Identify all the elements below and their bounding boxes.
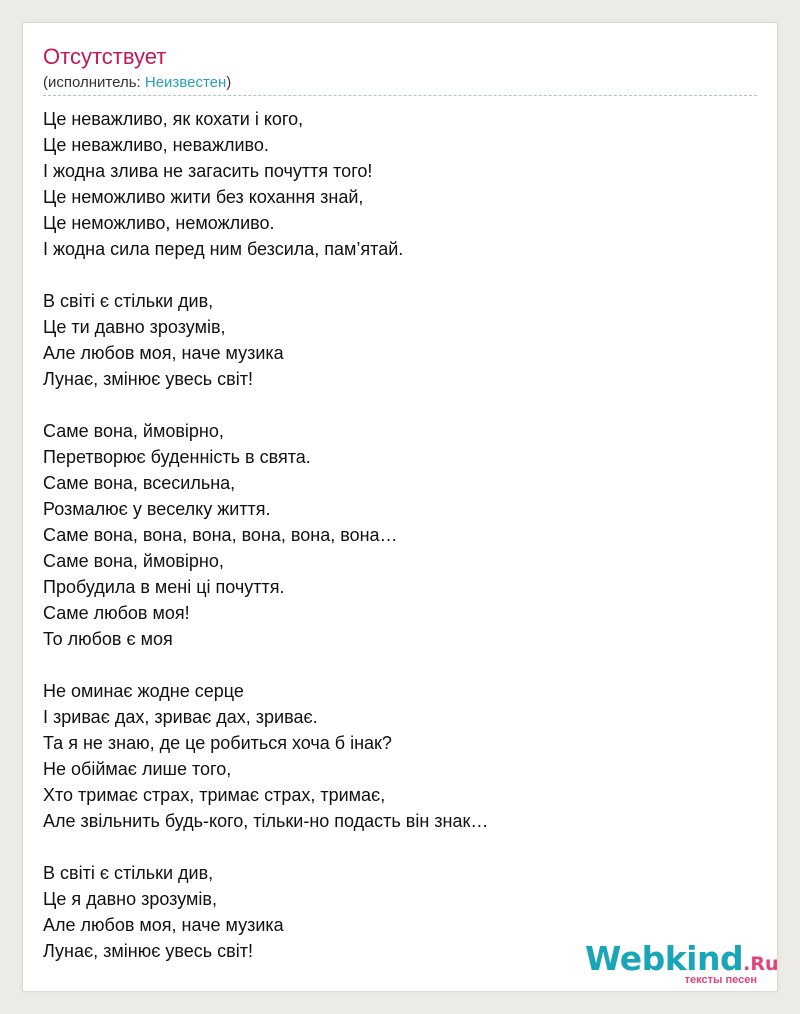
lyrics-line: Це неважливо, як кохати і кого,	[43, 109, 304, 129]
lyrics-line: Хто тримає страх, тримає страх, тримає,	[43, 785, 386, 805]
lyrics-line: Це неможливо жити без кохання знай,	[43, 187, 364, 207]
artist-link[interactable]: Неизвестен	[144, 74, 227, 91]
lyrics-line: Це я давно зрозумів,	[43, 889, 217, 909]
song-title: Отсутствует	[43, 44, 167, 69]
lyrics-line: Це неможливо, неможливо.	[43, 213, 275, 233]
artist-suffix: )	[226, 74, 232, 91]
lyrics-page	[22, 22, 778, 992]
lyrics-line: Лунає, змінює увесь світ!	[43, 941, 253, 961]
lyrics-line: Саме вона, ймовірно,	[43, 421, 224, 441]
lyrics-line: Саме вона, всесильна,	[43, 473, 236, 493]
site-logo[interactable]	[585, 939, 779, 986]
lyrics-line: Саме вона, вона, вона, вона, вона, вона…	[43, 525, 398, 545]
lyrics-stanza	[43, 288, 743, 392]
lyrics-line: В світі є стільки див,	[43, 291, 214, 311]
lyrics-line: Не обіймає лише того,	[43, 759, 232, 779]
lyrics-line: В світі є стільки див,	[43, 863, 214, 883]
artist-line	[43, 73, 231, 93]
logo-tagline: тексты песен	[684, 974, 757, 986]
lyrics-line: Це неважливо, неважливо.	[43, 135, 269, 155]
lyrics-line: Це ти давно зрозумів,	[43, 317, 226, 337]
lyrics-line: Саме любов моя!	[43, 603, 190, 623]
lyrics-line: Перетворює буденність в свята.	[43, 447, 311, 467]
logo-main-text: Webkind	[585, 939, 744, 978]
lyrics-line: Лунає, змінює увесь світ!	[43, 369, 253, 389]
logo-domain-suffix: .Ru	[743, 953, 779, 975]
lyrics-line: І жодна злива не загасить почуття того!	[43, 161, 373, 181]
lyrics-line: Та я не знаю, де це робиться хоча б інак?	[43, 733, 392, 753]
artist-prefix: (исполнитель:	[43, 74, 145, 91]
lyrics-stanza	[43, 678, 743, 834]
lyrics-line: І зриває дах, зриває дах, зриває.	[43, 707, 318, 727]
lyrics-stanza	[43, 418, 743, 652]
lyrics-line: І жодна сила перед ним безсила, пам’ятай.	[43, 239, 404, 259]
header-divider	[43, 95, 757, 96]
lyrics-text	[43, 106, 743, 990]
lyrics-stanza	[43, 106, 743, 262]
lyrics-line: Саме вона, ймовірно,	[43, 551, 224, 571]
lyrics-line: Не оминає жодне серце	[43, 681, 244, 701]
lyrics-line: Розмалює у веселку життя.	[43, 499, 271, 519]
lyrics-line: То любов є моя	[43, 629, 173, 649]
lyrics-line: Пробудила в мені ці почуття.	[43, 577, 285, 597]
lyrics-line: Але звільнить будь-кого, тільки-но подасть він знак…	[43, 811, 489, 831]
lyrics-line: Але любов моя, наче музика	[43, 915, 284, 935]
lyrics-line: Але любов моя, наче музика	[43, 343, 284, 363]
